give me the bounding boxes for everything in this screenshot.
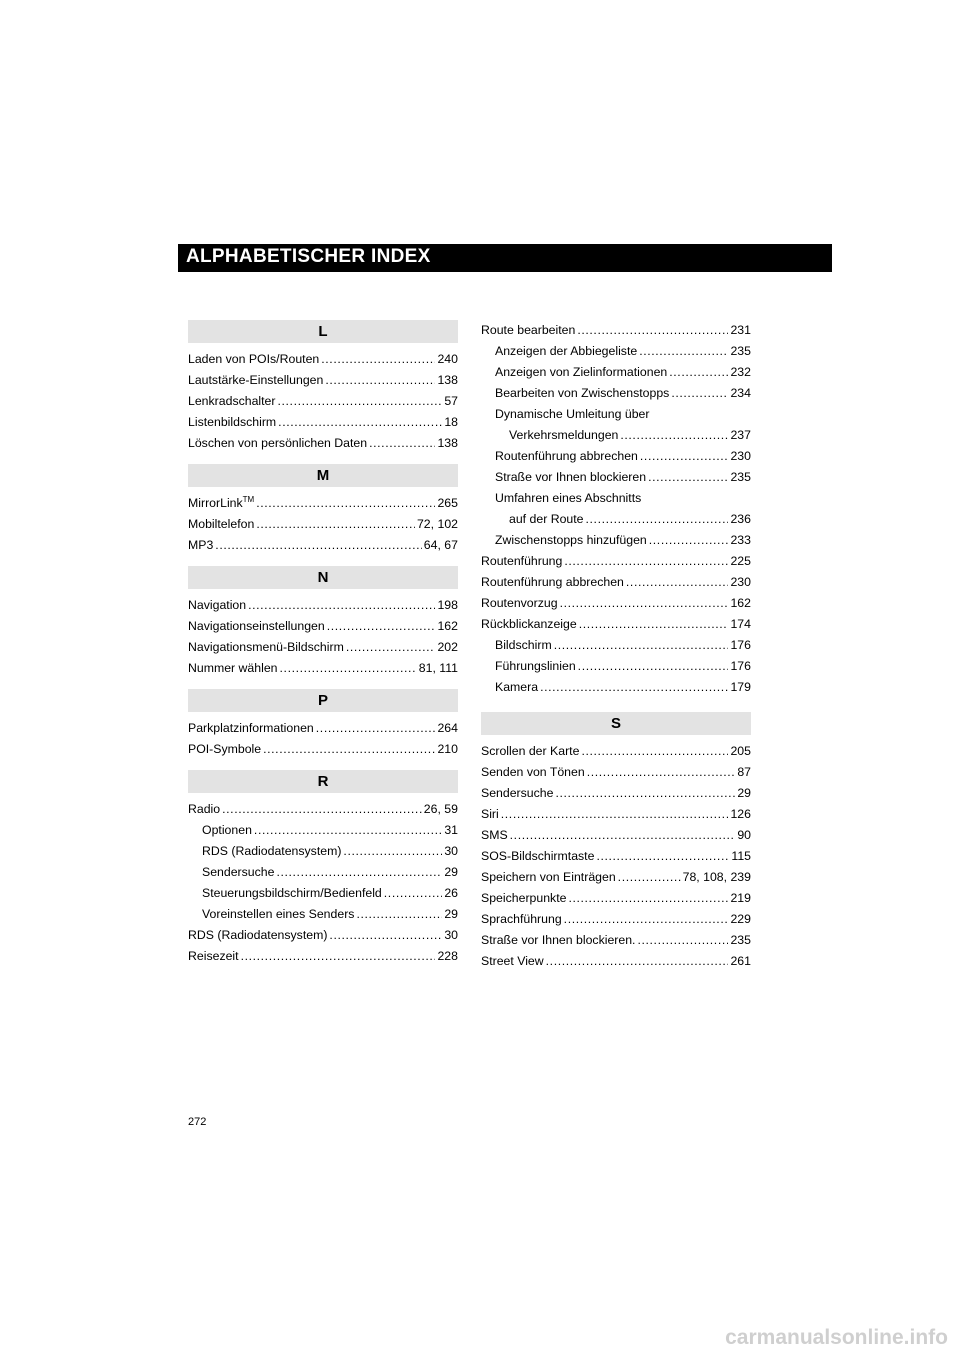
index-entry-pages: 81, 111: [418, 661, 458, 675]
index-entry-term: Sendersuche: [202, 865, 275, 879]
dot-leader: [564, 909, 729, 930]
index-entry-term: MP3: [188, 538, 214, 552]
dot-leader: [637, 930, 728, 951]
index-entry-term: Parkplatzinformationen: [188, 721, 314, 735]
dot-leader: [560, 593, 729, 614]
dot-leader: [241, 946, 436, 967]
index-entry-term: Kamera: [495, 680, 539, 694]
dot-leader: [555, 783, 735, 804]
index-entry-pages: 240: [437, 352, 458, 366]
index-entry-term: Radio: [188, 802, 221, 816]
dot-leader: [626, 572, 729, 593]
index-section-n: [188, 566, 458, 679]
dot-leader: [540, 677, 728, 698]
index-entry: [481, 509, 751, 530]
index-entry-term: Sendersuche: [481, 786, 554, 800]
trademark-mark: TM: [242, 494, 255, 504]
index-entry-pages: 232: [730, 365, 751, 379]
index-entry: [481, 825, 751, 846]
dot-leader: [321, 349, 435, 370]
dot-leader: [649, 530, 729, 551]
index-entry-term: Führungslinien: [495, 659, 576, 673]
dot-leader: [356, 904, 442, 925]
index-entry: [188, 391, 458, 412]
index-entry-pages: 138: [437, 436, 458, 450]
index-entry-pages: 225: [730, 554, 751, 568]
index-entry-pages: 72, 102: [416, 517, 458, 531]
index-section-r: [188, 770, 458, 967]
index-entry: [188, 925, 458, 946]
index-entry-pages: 29: [444, 907, 458, 921]
index-entry: [188, 718, 458, 739]
index-entry: [188, 349, 458, 370]
dot-leader: [546, 951, 729, 972]
index-entry-term: Mobiltelefon: [188, 517, 255, 531]
index-entry-pages: 29: [737, 786, 751, 800]
index-entry-term: Dynamische Umleitung über: [495, 407, 650, 421]
dot-leader: [316, 718, 436, 739]
index-entry: [481, 572, 751, 593]
index-subentry: [188, 862, 458, 883]
index-entry: [188, 799, 458, 820]
index-entry-pages: 162: [730, 596, 751, 610]
index-subentry: [481, 635, 751, 656]
index-entry-pages: 30: [444, 844, 458, 858]
dot-leader: [620, 425, 728, 446]
index-entry-pages: 265: [437, 496, 458, 510]
index-entry-pages: 162: [437, 619, 458, 633]
index-entry-term: Route bearbeiten: [481, 323, 576, 337]
dot-leader: [369, 433, 435, 454]
index-entry: [188, 370, 458, 391]
dot-leader: [671, 383, 728, 404]
index-subentry: [481, 656, 751, 677]
dot-leader: [579, 614, 729, 635]
index-entry-pages: 235: [730, 933, 751, 947]
index-column-left: [188, 320, 458, 967]
index-entry-pages: 138: [437, 373, 458, 387]
index-subentry: [481, 383, 751, 404]
index-subentry: [481, 530, 751, 551]
index-subentry: [481, 341, 751, 362]
index-section-p: [188, 689, 458, 760]
index-entry: [188, 514, 458, 535]
index-entry: [481, 425, 751, 446]
dot-leader: [343, 841, 442, 862]
index-entry: [188, 739, 458, 760]
index-entry: [481, 867, 751, 888]
index-entry: [188, 493, 458, 514]
dot-leader: [510, 825, 736, 846]
index-entry-pages: 87: [737, 765, 751, 779]
index-entry-term: Löschen von persönlichen Daten: [188, 436, 368, 450]
dot-leader: [254, 820, 442, 841]
index-entry-term: Navigationseinstellungen: [188, 619, 325, 633]
index-entry-pages: 230: [730, 575, 751, 589]
dot-leader: [618, 867, 681, 888]
index-entry-pages: 237: [730, 428, 751, 442]
index-entry-term: Senden von Tönen: [481, 765, 585, 779]
index-entry-term: Lautstärke-Einstellungen: [188, 373, 324, 387]
index-entry-term: MirrorLink™: [188, 494, 255, 510]
index-entry-pages: 210: [437, 742, 458, 756]
index-entry-pages: 176: [730, 659, 751, 673]
index-entry: [188, 946, 458, 967]
dot-leader: [276, 862, 442, 883]
index-entry: [188, 433, 458, 454]
index-entry-term: Scrollen der Karte: [481, 744, 580, 758]
index-subentry: [188, 820, 458, 841]
section-letter: P: [188, 689, 458, 712]
section-letter: L: [188, 320, 458, 343]
index-entry-term: Voreinstellen eines Senders: [202, 907, 355, 921]
dot-leader: [586, 509, 729, 530]
dot-leader: [280, 658, 417, 679]
dot-leader: [329, 925, 442, 946]
index-entry-term: Routenführung: [481, 554, 563, 568]
index-entry-pages: 57: [444, 394, 458, 408]
index-entry-pages: 115: [731, 849, 751, 863]
index-subentry: [481, 362, 751, 383]
index-entry-term: Bearbeiten von Zwischenstopps: [495, 386, 670, 400]
dot-leader: [278, 391, 443, 412]
dot-leader: [263, 739, 435, 760]
index-entry: [188, 595, 458, 616]
index-subentry: [481, 467, 751, 488]
dot-leader: [648, 467, 728, 488]
index-entry-term: auf der Route: [509, 512, 584, 526]
index-entry-term: Steuerungsbildschirm/Bedienfeld: [202, 886, 382, 900]
index-entry-term: Routenführung abbrechen: [495, 449, 638, 463]
index-entry: [481, 320, 751, 341]
section-letter: R: [188, 770, 458, 793]
index-entry-term: Speicherpunkte: [481, 891, 567, 905]
dot-leader: [384, 883, 443, 904]
dot-leader: [640, 446, 729, 467]
index-entry-pages: 179: [730, 680, 751, 694]
index-entry: [481, 804, 751, 825]
index-entry-term: Straße vor Ihnen blockieren: [495, 470, 647, 484]
dot-leader: [587, 762, 736, 783]
index-entry-term: RDS (Radiodatensystem): [188, 928, 328, 942]
dot-leader: [669, 362, 728, 383]
index-entry-two-line: [481, 404, 751, 446]
index-entry-term: Zwischenstopps hinzufügen: [495, 533, 647, 547]
index-entry-pages: 229: [730, 912, 751, 926]
index-entry: [481, 909, 751, 930]
dot-leader: [577, 320, 728, 341]
index-entry: [481, 951, 751, 972]
index-entry: [188, 616, 458, 637]
dot-leader: [278, 412, 442, 433]
dot-leader: [222, 799, 422, 820]
index-entry-term: Anzeigen von Zielinformationen: [495, 365, 668, 379]
index-entry-pages: 230: [730, 449, 751, 463]
section-letter: N: [188, 566, 458, 589]
index-subentry: [188, 841, 458, 862]
dot-leader: [248, 595, 435, 616]
index-entry-pages: 205: [730, 744, 751, 758]
index-entry: [481, 593, 751, 614]
index-header-bar: [178, 244, 832, 272]
index-entry: [481, 783, 751, 804]
index-section-s: [481, 712, 751, 972]
index-entry-term: Laden von POIs/Routen: [188, 352, 320, 366]
index-entry-pages: 64, 67: [423, 538, 458, 552]
index-entry-pages: 174: [730, 617, 751, 631]
index-entry-term: Optionen: [202, 823, 252, 837]
index-entry-pages: 78, 108, 239: [682, 870, 751, 884]
index-subentry: [481, 677, 751, 698]
index-entry-pages: 219: [730, 891, 751, 905]
index-entry-term: Navigationsmenü-Bildschirm: [188, 640, 344, 654]
index-entry-term: SOS-Bildschirmtaste: [481, 849, 595, 863]
index-entry: [481, 888, 751, 909]
index-entry-pages: 126: [730, 807, 751, 821]
dot-leader: [256, 493, 435, 514]
index-entry-term: Nummer wählen: [188, 661, 278, 675]
index-entry: [481, 846, 751, 867]
dot-leader: [564, 551, 728, 572]
dot-leader: [325, 370, 435, 391]
page-number: 272: [188, 1116, 207, 1128]
index-entry-pages: 90: [737, 828, 751, 842]
index-entry-term: Street View: [481, 954, 544, 968]
index-entry-pages: 202: [437, 640, 458, 654]
index-entry: [481, 741, 751, 762]
dot-leader: [256, 514, 415, 535]
index-entry-pages: 231: [730, 323, 751, 337]
dot-leader: [554, 635, 729, 656]
index-entry-pages: 261: [730, 954, 751, 968]
index-entry-term: SMS: [481, 828, 508, 842]
index-entry-term: Verkehrsmeldungen: [509, 428, 619, 442]
dot-leader: [346, 637, 436, 658]
index-subentry: [188, 904, 458, 925]
index-entry-pages: 31: [444, 823, 458, 837]
index-subentry: [481, 446, 751, 467]
index-entry: [188, 535, 458, 556]
index-entry-pages: 236: [730, 512, 751, 526]
index-entry-term: Siri: [481, 807, 499, 821]
index-entry-term: RDS (Radiodatensystem): [202, 844, 342, 858]
index-entry-term: Lenkradschalter: [188, 394, 276, 408]
index-entry-term: Sprachführung: [481, 912, 562, 926]
index-entry-pages: 235: [730, 470, 751, 484]
index-subentry: [188, 883, 458, 904]
index-entry-term: Reisezeit: [188, 949, 239, 963]
section-letter: S: [481, 712, 751, 735]
index-entry-term: Routenvorzug: [481, 596, 558, 610]
index-entry-pages: 235: [730, 344, 751, 358]
dot-leader: [215, 535, 422, 556]
section-letter: M: [188, 464, 458, 487]
index-entry-pages: 18: [444, 415, 458, 429]
index-entry-term: Speichern von Einträgen: [481, 870, 616, 884]
page-title: ALPHABETISCHER INDEX: [186, 246, 431, 267]
index-entry-pages: 234: [730, 386, 751, 400]
index-entry-term: POI-Symbole: [188, 742, 262, 756]
dot-leader: [639, 341, 728, 362]
dot-leader: [568, 888, 728, 909]
index-entry-pages: 198: [437, 598, 458, 612]
dot-leader: [596, 846, 729, 867]
index-entry-term: Bildschirm: [495, 638, 552, 652]
index-entry-pages: 233: [730, 533, 751, 547]
dot-leader: [327, 616, 436, 637]
index-entry-term: Listenbildschirm: [188, 415, 277, 429]
index-section-r-continued: [481, 320, 751, 698]
index-entry-pages: 228: [437, 949, 458, 963]
index-entry-pages: 264: [437, 721, 458, 735]
index-entry-pages: 176: [730, 638, 751, 652]
index-entry-term: Rückblickanzeige: [481, 617, 577, 631]
index-section-m: [188, 464, 458, 556]
index-entry-pages: 29: [444, 865, 458, 879]
dot-leader: [501, 804, 729, 825]
index-entry-pages: 26: [444, 886, 458, 900]
index-entry-pages: 26, 59: [423, 802, 458, 816]
index-entry: [481, 762, 751, 783]
index-entry-pages: 30: [444, 928, 458, 942]
index-entry: [481, 614, 751, 635]
index-entry-term: Navigation: [188, 598, 247, 612]
index-entry-term: Straße vor Ihnen blockieren.: [481, 933, 636, 947]
index-entry-term: Routenführung abbrechen: [481, 575, 624, 589]
index-section-l: [188, 320, 458, 454]
watermark: carmanualsonline.info: [725, 1326, 948, 1349]
index-entry-term: Anzeigen der Abbiegeliste: [495, 344, 638, 358]
index-entry: [481, 551, 751, 572]
dot-leader: [578, 656, 729, 677]
index-entry: [188, 412, 458, 433]
index-entry: [481, 930, 751, 951]
dot-leader: [581, 741, 728, 762]
index-entry: [188, 658, 458, 679]
index-entry-term: Umfahren eines Abschnitts: [495, 491, 642, 505]
index-entry: [188, 637, 458, 658]
index-entry-two-line: [481, 488, 751, 530]
index-column-right: [481, 320, 751, 972]
